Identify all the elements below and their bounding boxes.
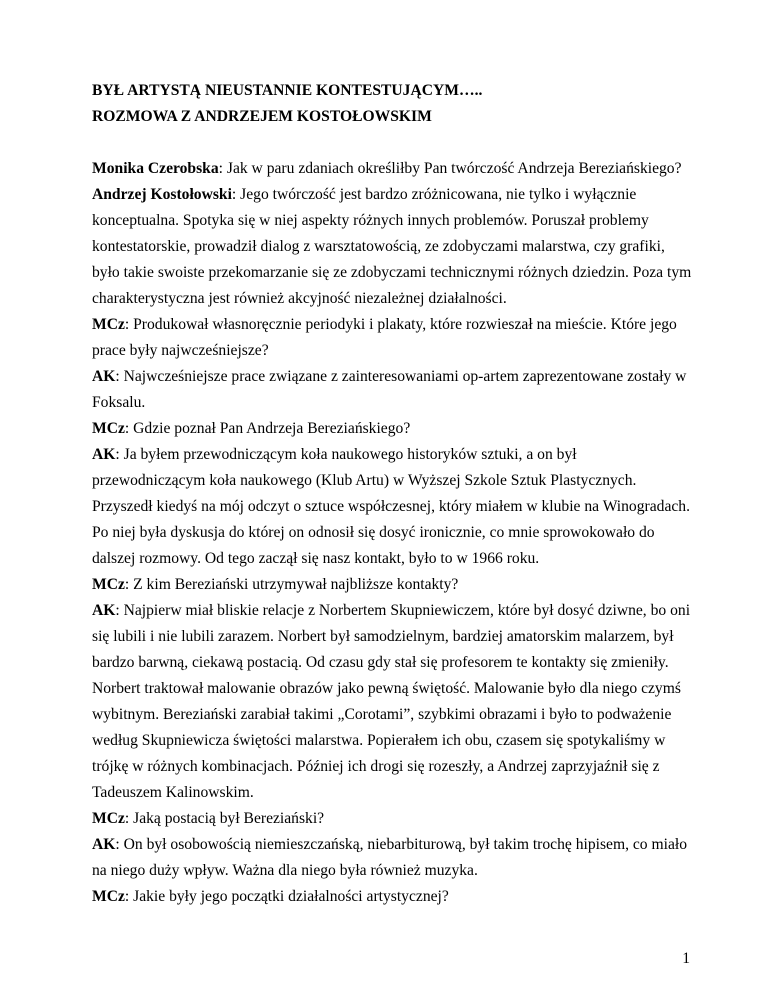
interview-paragraph — [92, 442, 692, 572]
paragraph-text: : Z kim Bereziański utrzymywał najbliższe kontakty? — [124, 576, 459, 593]
speaker-name: MCz — [92, 420, 125, 437]
interview-paragraph — [92, 364, 692, 416]
speaker-name: MCz — [92, 316, 125, 333]
interview-paragraph — [92, 598, 692, 806]
speaker-name: AK — [92, 368, 116, 385]
speaker-name: MCz — [92, 888, 125, 905]
page-number: 1 — [682, 950, 690, 967]
interview-paragraph — [92, 156, 692, 182]
speaker-name: Monika Czerobska — [92, 160, 219, 177]
interview-paragraph — [92, 832, 692, 884]
interview-paragraph — [92, 806, 692, 832]
speaker-name: AK — [92, 602, 116, 619]
interview-body — [92, 156, 692, 910]
speaker-name: AK — [92, 836, 116, 853]
speaker-name: MCz — [92, 576, 125, 593]
paragraph-text: : Ja byłem przewodniczącym koła naukowego historyków sztuki, a on był przewodniczącym koła naukowego (Klub Artu) w Wyższej Szkole Sztuk Plastycznych. Przyszedł kiedyś na mój odczyt o sztuce współczesnej, który miałem w klubie na Winogradach. Po niej była dyskusja do której on odnosił się dosyć ironicznie, co mnie sprowokowało do dalszej rozmowy. Od tego zaczął się nasz kontakt, było to w 1966 roku. — [92, 446, 690, 567]
interview-paragraph — [92, 572, 692, 598]
interview-paragraph — [92, 884, 692, 910]
document-subtitle: ROZMOWA Z ANDRZEJEM KOSTOŁOWSKIM — [92, 108, 432, 125]
paragraph-text: : Najpierw miał bliskie relacje z Norbertem Skupniewiczem, które był dosyć dziwne, bo oni się lubili i nie lubili zarazem. Norbert był samodzielnym, bardziej amatorskim malarzem, był bardzo barwną, ciekawą postacią. Od czasu gdy stał się profesorem te kontakty się zmieniły. Norbert traktował malowanie obrazów jako pewną świętość. Malowanie było dla niego czymś wybitnym. Bereziański zarabiał takimi „Corotami”, szybkimi obrazami i było to podważenie według Skupniewicza świętości malarstwa. Popierałem ich obu, czasem się spotykaliśmy w trójkę w różnych kombinacjach. Później ich drogi się rozeszły, a Andrzej zaprzyjaźnił się z Tadeuszem Kalinowskim. — [92, 602, 691, 801]
title-spacer — [92, 130, 692, 156]
interview-paragraph — [92, 416, 692, 442]
speaker-name: MCz — [92, 810, 125, 827]
paragraph-text: : Jego twórczość jest bardzo zróżnicowana, nie tylko i wyłącznie konceptualna. Spotyka się w niej aspekty różnych innych problemów. Poruszał problemy kontestatorskie, prowadził dialog z warsztatowością, ze zdobyczami malarstwa, czy grafiki, było takie swoiste przekomarzanie się ze zdobyczami technicznymi różnych dziedzin. Poza tym charakterystyczna jest również akcyjność niezależnej działalności. — [92, 186, 692, 307]
paragraph-text: : Gdzie poznał Pan Andrzeja Bereziańskiego? — [124, 420, 411, 437]
interview-paragraph — [92, 312, 692, 364]
document-page — [92, 78, 692, 910]
paragraph-text: : On był osobowością niemieszczańską, niebarbiturową, był takim trochę hipisem, co miało na niego duży wpływ. Ważna dla niego była również muzyka. — [92, 836, 688, 879]
paragraph-text: : Jak w paru zdaniach określiłby Pan twórczość Andrzeja Bereziańskiego? — [218, 160, 682, 177]
speaker-name: AK — [92, 446, 116, 463]
interview-paragraph — [92, 182, 692, 312]
speaker-name: Andrzej Kostołowski — [92, 186, 232, 203]
paragraph-text: : Jakie były jego początki działalności artystycznej? — [124, 888, 449, 905]
paragraph-text: : Najwcześniejsze prace związane z zainteresowaniami op-artem zaprezentowane zostały w Foksalu. — [92, 368, 687, 411]
paragraph-text: : Jaką postacią był Bereziański? — [124, 810, 325, 827]
document-title: BYŁ ARTYSTĄ NIEUSTANNIE KONTESTUJĄCYM….. — [92, 82, 483, 99]
paragraph-text: : Produkował własnoręcznie periodyki i plakaty, które rozwieszał na mieście. Które jego prace były najwcześniejsze? — [92, 316, 677, 359]
